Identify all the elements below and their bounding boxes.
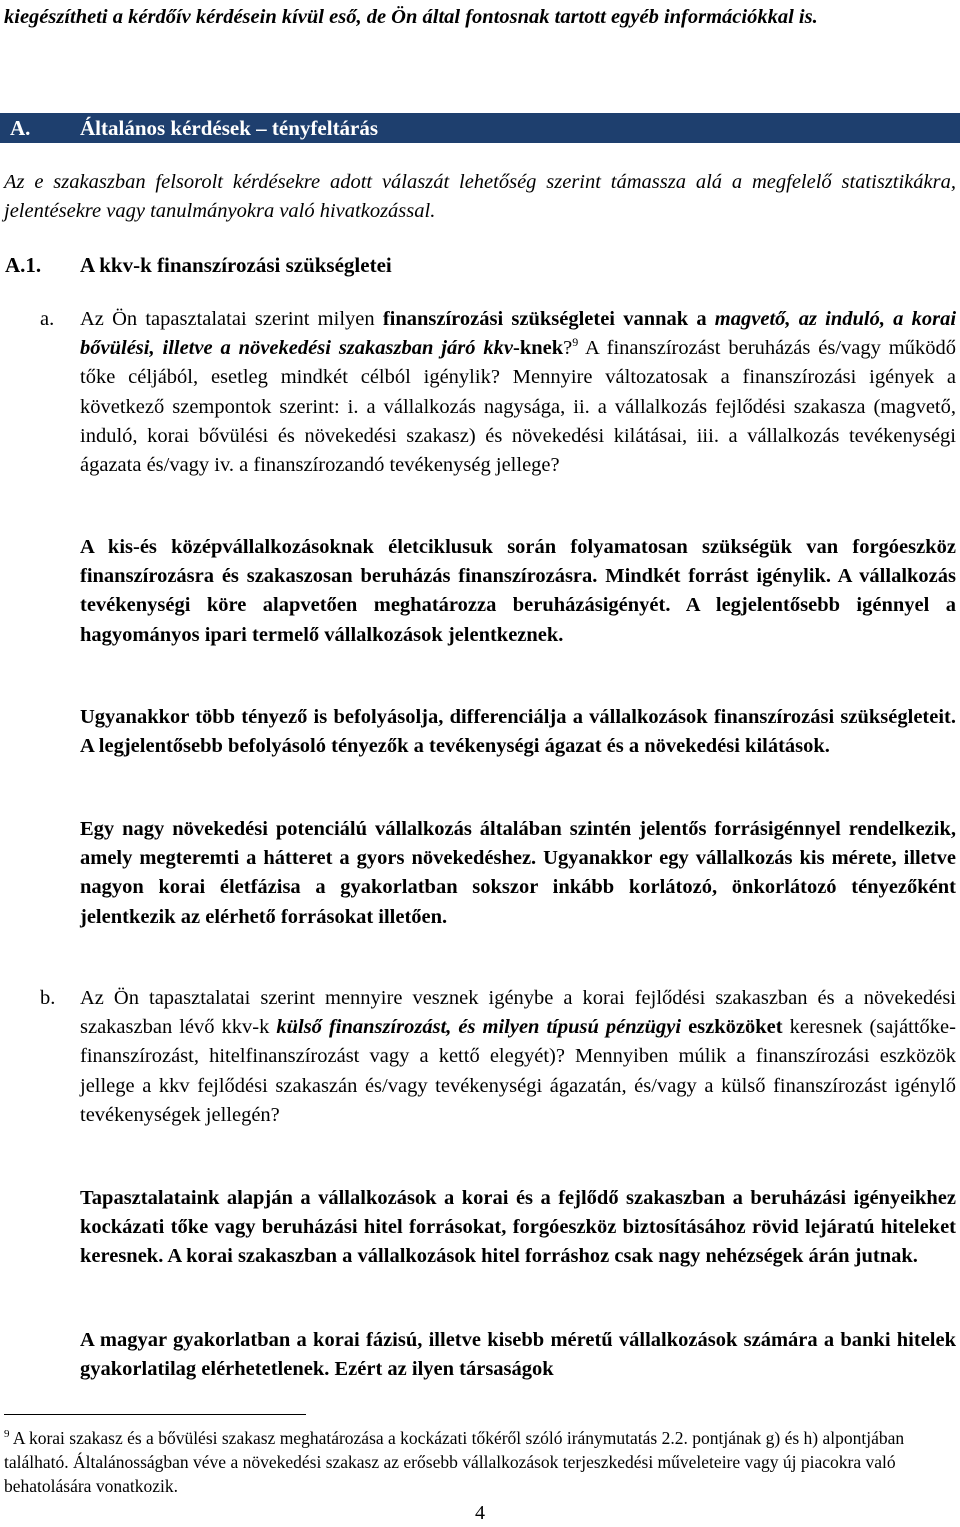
footnote-reference: 9: [572, 335, 579, 350]
subsection-title: A kkv-k finanszírozási szükségletei: [80, 253, 392, 277]
answer-paragraph: Ugyanakkor több tényező is befolyásolja, differenciálja a vállalkozások finanszírozási szükségleteit. A legjelentősebb befolyásoló tényezők a tevékenységi ágazat és a növekedési kilátások.: [80, 706, 956, 758]
question-a-text-2: finanszírozási szükségletei vannak a: [382, 308, 715, 330]
section-title: Általános kérdések – tényfeltárás: [80, 116, 379, 140]
question-b: [80, 984, 956, 1130]
subsection-number: A.1.: [5, 253, 42, 277]
footnote-text: A korai szakasz és a bővülési szakasz meghatározása a kockázati tőkéről szóló iránymutatás 2.2. pontjának g) és h) alpontjában található. Általánosságban véve a növekedési szakasz az erősebb vállalkozások terjeszkedési műveleteire vagy új piacokra való behatolására vonatkozik.: [4, 1428, 905, 1496]
question-a-text-6: A finanszírozást beruházás és/vagy működő tőke céljából, esetleg mindkét célból igénylik? Mennyire változatosak a finanszírozási igények a következő szempontok szerint: i. a vállalkozás nagysága, ii. a vállalkozás fejlődési szakasza (magvető, induló, korai bővülési és növekedési szakasz) és növekedési kilátásai, iii. a vállalkozás tevékenységi ágazata és/vagy iv. a finanszírozandó tevékenység jellege?: [80, 337, 956, 477]
footnote: [4, 1426, 956, 1498]
question-b-text-2: külső finanszírozást, és milyen típusú pénzügyi: [276, 1016, 682, 1039]
question-a-marker: a.: [40, 308, 55, 330]
question-b-text-4: keresnek (sajáttőke-finanszírozást, hitelfinanszírozást vagy a kettő elegyét)? Mennyiben múlik a finanszírozási eszközök jellege a kkv fejlődési szakaszán és/vagy tevékenységi ágazatán, és/vagy a külső finanszírozást igénylő tevékenységek jellegén?: [80, 1016, 956, 1126]
footnote-separator: [4, 1414, 306, 1415]
answer-paragraph: A kis-és középvállalkozásoknak életciklusuk során folyamatosan szükségük van forgóeszköz finanszírozásra és szakaszosan beruházás finanszírozásra. Mindkét forrást igénylik. A vállalkozás tevékenységi köre alapvetően meghatározza beruházásigényét. A legjelentősebb igénnyel a hagyományos ipari termelő vállalkozások jelentkeznek.: [80, 536, 956, 646]
question-a-text-5: ?: [563, 337, 573, 360]
section-description: Az e szakaszban felsorolt kérdésekre adott válaszát lehetőség szerint támassza alá a megfelelő statisztikákra, jelentésekre vagy tanulmányokra való hivatkozással.: [4, 171, 956, 223]
question-b-marker: b.: [40, 987, 56, 1009]
question-a: [80, 305, 956, 480]
intro-paragraph: kiegészítheti a kérdőív kérdésein kívül eső, de Ön által fontosnak tartott egyéb információkkal is.: [4, 6, 818, 28]
section-letter: A.: [10, 116, 31, 140]
page-number: 4: [475, 1502, 485, 1524]
question-a-text-4: -knek: [513, 337, 564, 360]
question-b-text-3: eszközöket: [681, 1016, 783, 1039]
question-a-text-1: Az Ön tapasztalatai szerint milyen: [80, 308, 383, 330]
answer-paragraph: Egy nagy növekedési potenciálú vállalkozás általában szintén jelentős forrásigénnyel rendelkezik, amely megteremti a hátteret a gyors növekedéshez. Ugyanakkor egy vállalkozás kis mérete, illetve nagyon korai életfázisa a gyakorlatban sokszor inkább korlátozó, önkorlátozó tényezőként jelentkezik az elérhető forrásokat illetően.: [80, 818, 956, 928]
footnote-number: 9: [4, 1428, 10, 1441]
answer-paragraph: A magyar gyakorlatban a korai fázisú, illetve kisebb méretű vállalkozások számára a banki hitelek gyakorlatilag elérhetetlenek. Ezért az ilyen társaságok: [80, 1329, 956, 1381]
question-b-text-1: Az Ön tapasztalatai szerint mennyire vesznek igénybe a korai fejlődési szakaszban és a növekedési szakaszban lévő kkv-k: [80, 987, 956, 1039]
answer-paragraph: Tapasztalataink alapján a vállalkozások a korai és a fejlődő szakaszban a beruházási igényeikhez kockázati tőke vagy beruházási hitel forrásokat, forgóeszköz biztosításához rövid lejáratú hiteleket keresnek. A korai szakaszban a vállalkozások hitel forráshoz csak nagy nehézségek árán jutnak.: [80, 1187, 956, 1268]
section-header-band: [0, 113, 960, 143]
question-a-text-3: magvető, az induló, a korai bővülési, illetve a növekedési szakaszban járó kkv: [80, 308, 957, 360]
